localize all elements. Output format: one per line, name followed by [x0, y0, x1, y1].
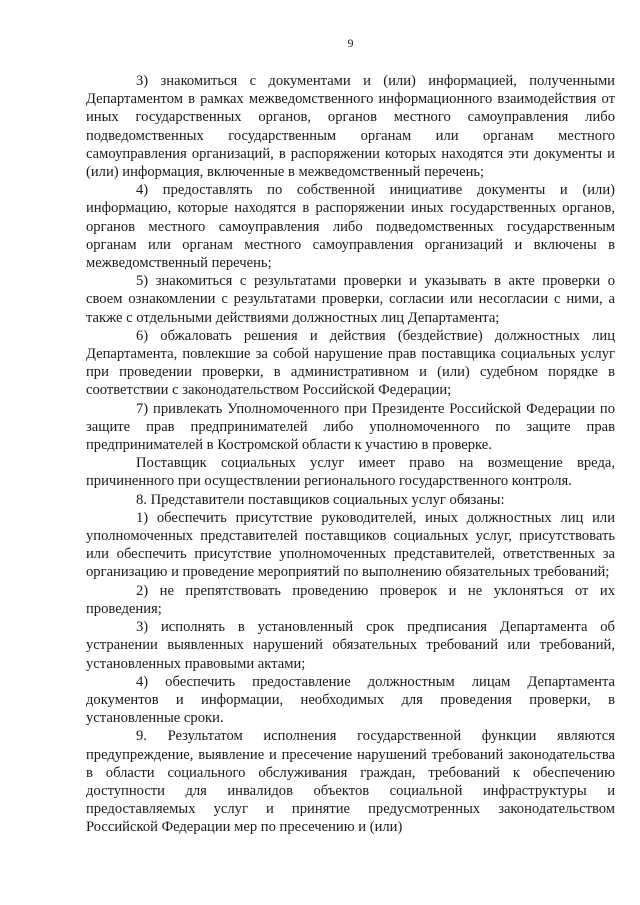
paragraph-item-4: 4) предоставлять по собственной инициативе документы и (или) информацию, которые находятся в распоряжении иных государственных органов, органов местного самоуправления либо подведомственных государственным органам или органам местного самоуправления организаций и включены в межведомственный перечень;	[86, 182, 615, 272]
paragraph-item-5: 5) знакомиться с результатами проверки и указывать в акте проверки о своем ознакомлении с результатами проверки, согласии или несогласии с ними, а также с отдельными действиями должностных лиц Департамента;	[86, 273, 615, 326]
paragraph-duty-4: 4) обеспечить предоставление должностным лицам Департамента документов и информации, необходимых для проведения проверки, в установленные сроки.	[86, 673, 615, 727]
page-number: 9	[347, 36, 354, 50]
paragraph-item-3: 3) знакомиться с документами и (или) информацией, полученными Департаментом в рамках межведомственного информационного взаимодействия от иных государственных органов, органов местного самоуправления либо подведомственных государственным органам или органам местного самоуправления организаций, в распоряжении которых находятся эти документы и (или) информация, включенные в межведомственный перечень;	[86, 73, 615, 181]
paragraph-duty-3: 3) исполнять в установленный срок предписания Департамента об устранении выявленных нарушений обязательных требований или требований, установленных правовыми актами;	[86, 619, 615, 672]
paragraph-section-8: 8. Представители поставщиков социальных услуг обязаны:	[136, 491, 505, 508]
paragraph-damages: Поставщик социальных услуг имеет право на возмещение вреда, причиненного при осуществлении регионального государственного контроля.	[86, 455, 615, 490]
paragraph-section-9: 9. Результатом исполнения государственной функции являются предупреждение, выявление и пресечение нарушений требований законодательства в области социального обслуживания граждан, требований к обеспечению доступности для инвалидов объектов социальной инфраструктуры и предоставляемых услуг и принятие предусмотренных законодательством Российской Федерации мер по пресечению и (или)	[86, 728, 615, 836]
paragraph-item-7: 7) привлекать Уполномоченного при Президенте Российской Федерации по защите прав предпринимателей либо уполномоченного по защите прав предпринимателей в Костромской области к участию в проверке.	[86, 400, 615, 454]
paragraph-item-6: 6) обжаловать решения и действия (бездействие) должностных лиц Департамента, повлекшие за собой нарушение прав поставщика социальных услуг при проведении проверки, в административном и (или) судебном порядке в соответствии с законодательством Российской Федерации;	[86, 327, 615, 399]
paragraph-duty-2: 2) не препятствовать проведению проверок и не уклоняться от их проведения;	[86, 582, 615, 617]
paragraph-duty-1: 1) обеспечить присутствие руководителей, иных должностных лиц или уполномоченных представителей поставщиков социальных услуг, присутствовать или обеспечить присутствие уполномоченных представителей, ответственных за организацию и проведение мероприятий по выполнению обязательных требований;	[86, 509, 615, 581]
